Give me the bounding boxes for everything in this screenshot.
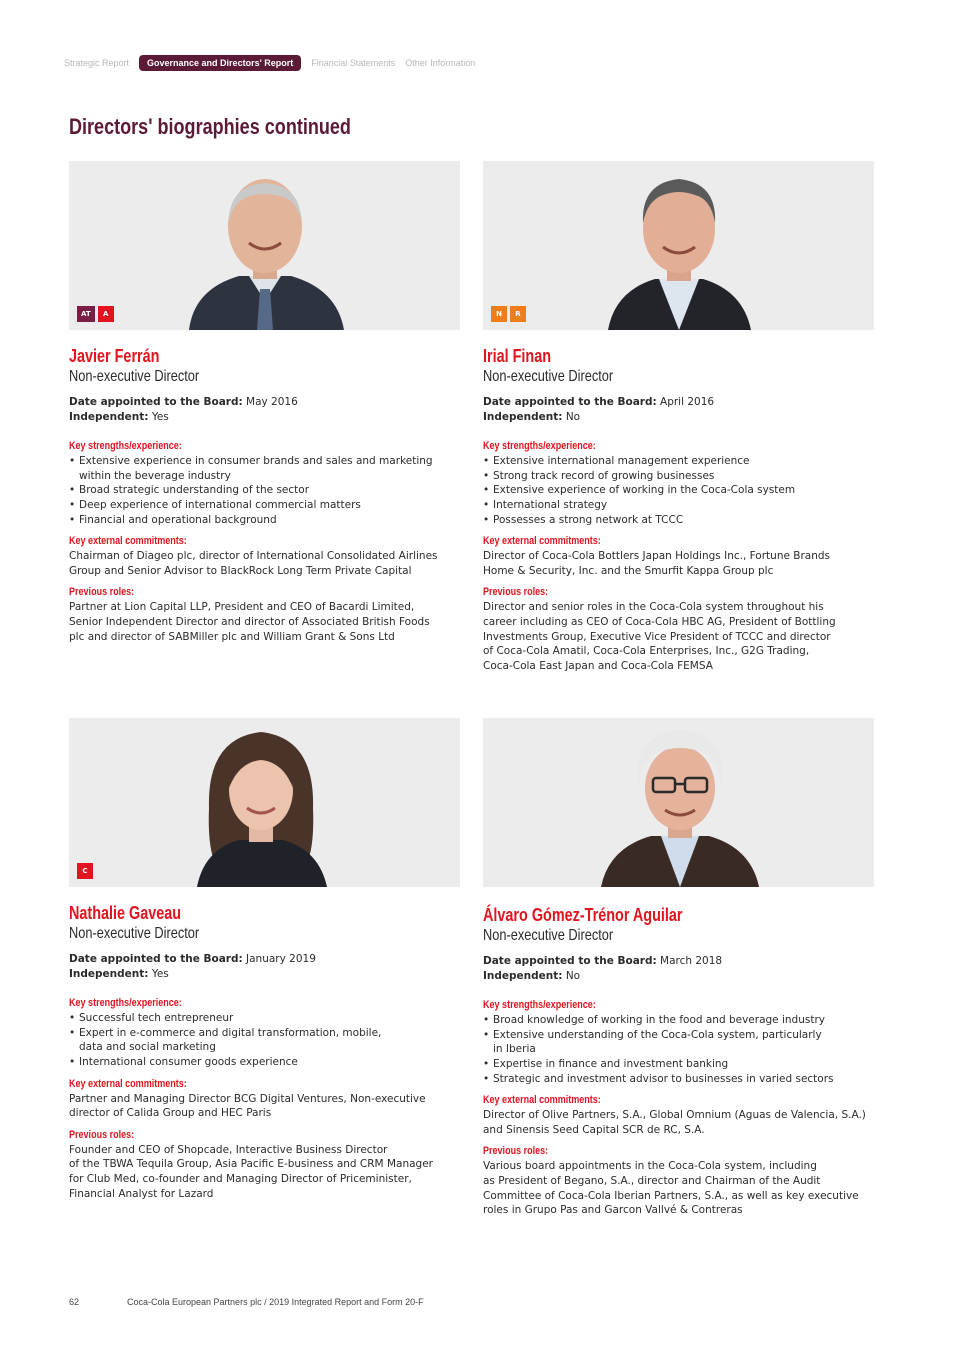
director-role: Non-executive Director — [69, 925, 200, 942]
committee-badges — [77, 306, 114, 322]
director-role: Non-executive Director — [483, 927, 614, 944]
strength-item: • Extensive understanding of the Coca-Cola system, particularly in Iberia — [483, 1028, 874, 1057]
appointed-label: Date appointed to the Board: — [483, 396, 657, 408]
appointed-value: March 2018 — [660, 955, 723, 967]
independent-label: Independent: — [69, 967, 149, 980]
independent-label: Independent: — [483, 410, 563, 423]
strength-item: • Broad strategic understanding of the sector — [69, 483, 460, 498]
commitments-text: Partner and Managing Director BCG Digital Ventures, Non-executive director of Calida Group and HEC Paris — [69, 1092, 426, 1120]
strength-item: • Broad knowledge of working in the food and beverage industry — [483, 1013, 874, 1028]
committee-badge: C — [77, 863, 93, 879]
commitments-text: Chairman of Diageo plc, director of International Consolidated Airlines Group and Senior Advisor to BlackRock Long Term Private Capital — [69, 550, 438, 577]
independent-value: Yes — [151, 967, 169, 980]
appointed-line — [69, 395, 460, 410]
previous-roles-heading: Previous roles: — [483, 1145, 549, 1158]
independent-line — [69, 410, 460, 425]
appointed-line — [69, 952, 460, 967]
director-photo — [69, 161, 460, 330]
portrait-illustration — [483, 161, 874, 330]
director-card — [483, 161, 874, 673]
appointed-value: May 2016 — [246, 396, 298, 408]
nav-tab-governance[interactable]: Governance and Directors' Report — [139, 55, 301, 71]
strength-item: • Strategic and investment advisor to businesses in varied sectors — [483, 1072, 874, 1087]
commitments-heading: Key external commitments: — [483, 1094, 601, 1107]
strength-item: • Strong track record of growing businesses — [483, 469, 874, 484]
independent-line — [69, 967, 460, 982]
commitments-text: Director of Coca-Cola Bottlers Japan Holdings Inc., Fortune Brands Home & Security, Inc. and the Smurfit Kappa Group plc — [483, 550, 831, 577]
independent-line — [483, 969, 874, 984]
previous-roles-heading: Previous roles: — [69, 586, 135, 599]
committee-badges — [491, 306, 526, 322]
nav-tab-strategic-report[interactable]: Strategic Report — [64, 58, 130, 68]
appointed-line — [483, 395, 874, 410]
director-name: Álvaro Gómez-Trénor Aguilar — [483, 905, 683, 925]
strength-item: • Successful tech entrepreneur — [69, 1011, 460, 1026]
appointed-line — [483, 954, 874, 969]
director-name: Irial Finan — [483, 346, 552, 366]
committee-badge: R — [510, 306, 526, 322]
committee-badge: A — [98, 306, 114, 322]
appointed-label: Date appointed to the Board: — [69, 396, 243, 408]
commitments-heading: Key external commitments: — [483, 535, 601, 548]
strengths-list — [483, 454, 874, 527]
director-name: Javier Ferrán — [69, 346, 160, 366]
strength-item: • Extensive experience of working in the Coca-Cola system — [483, 483, 874, 498]
strength-item: • Deep experience of international commercial matters — [69, 498, 460, 513]
committee-badge: N — [491, 306, 507, 322]
strength-item: • International consumer goods experience — [69, 1055, 460, 1070]
director-photo — [69, 718, 460, 887]
independent-label: Independent: — [69, 410, 149, 423]
director-card — [69, 718, 460, 1201]
nav-tab-other-information[interactable]: Other Information — [405, 58, 476, 68]
page-title: Directors' biographies continued — [69, 114, 351, 139]
independent-value: No — [565, 410, 581, 423]
portrait-illustration — [69, 718, 460, 887]
director-role: Non-executive Director — [69, 368, 200, 385]
strength-item: • Expertise in finance and investment banking — [483, 1057, 874, 1072]
strengths-list — [69, 454, 460, 527]
strengths-list — [69, 1011, 460, 1069]
portrait-illustration — [483, 718, 874, 887]
footer-text: Coca-Cola European Partners plc / 2019 Integrated Report and Form 20-F — [127, 1297, 424, 1307]
committee-badges — [77, 863, 93, 879]
strengths-heading: Key strengths/experience: — [69, 997, 182, 1010]
nav-tab-financial-statements[interactable]: Financial Statements — [311, 58, 396, 68]
previous-roles-heading: Previous roles: — [69, 1128, 135, 1141]
commitments-text: Director of Olive Partners, S.A., Global Omnium (Aguas de Valencia, S.A.) and Sinensis Seed Capital SCR de RC, S.A. — [483, 1109, 866, 1136]
commitments-heading: Key external commitments: — [69, 1077, 187, 1090]
strengths-heading: Key strengths/experience: — [69, 440, 182, 453]
appointed-value: April 2016 — [660, 396, 715, 408]
appointed-value: January 2019 — [246, 953, 316, 965]
independent-label: Independent: — [483, 969, 563, 982]
strength-item: • Extensive international management experience — [483, 454, 874, 469]
page-footer — [69, 1297, 424, 1307]
previous-roles-heading: Previous roles: — [483, 586, 549, 599]
independent-value: Yes — [151, 410, 169, 423]
strengths-heading: Key strengths/experience: — [483, 440, 596, 453]
director-photo — [483, 718, 874, 887]
page-number: 62 — [69, 1297, 80, 1307]
previous-roles-text: Director and senior roles in the Coca-Cola system throughout his career including as CEO of Coca-Cola HBC AG, President of Bottling Investments Group, Executive Vice President of TCCC and director of Coca-Cola Amatil, Coca-Cola Enterprises, Inc., G2G Trading, Coca-Cola East Japan and Coca-Cola FEMSA — [483, 601, 836, 672]
strength-item: • Expert in e-commerce and digital transformation, mobile, data and social marketing — [69, 1026, 460, 1055]
strength-item: • International strategy — [483, 498, 874, 513]
appointed-label: Date appointed to the Board: — [69, 953, 243, 965]
previous-roles-text: Various board appointments in the Coca-Cola system, including as President of Begano, S.A., director and Chairman of the Audit Committee of Coca-Cola Iberian Partners, S.A., as well as key executive roles in Grupo Pas and Garcon Vallvé & Contreras — [483, 1160, 859, 1217]
previous-roles-text: Partner at Lion Capital LLP, President and CEO of Bacardi Limited, Senior Independent Director and director of Associated British Foods plc and director of SABMiller plc and William Grant & Sons Ltd — [69, 601, 430, 643]
strengths-heading: Key strengths/experience: — [483, 999, 596, 1012]
director-card — [69, 161, 460, 644]
appointed-label: Date appointed to the Board: — [483, 955, 657, 967]
section-nav — [64, 55, 485, 71]
committee-badge: AT — [77, 306, 95, 322]
strengths-list — [483, 1013, 874, 1086]
director-role: Non-executive Director — [483, 368, 614, 385]
previous-roles-text: Founder and CEO of Shopcade, Interactive Business Director of the TBWA Tequila Group, Asia Pacific E-business and CRM Manager for Club Med, co-founder and Managing Director of Priceminister, Financial Analyst for Lazard — [69, 1143, 433, 1200]
portrait-illustration — [69, 161, 460, 330]
director-name: Nathalie Gaveau — [69, 903, 182, 923]
independent-line — [483, 410, 874, 425]
strength-item: • Financial and operational background — [69, 513, 460, 528]
strength-item: • Possesses a strong network at TCCC — [483, 513, 874, 528]
director-card — [483, 718, 874, 1218]
director-photo — [483, 161, 874, 330]
commitments-heading: Key external commitments: — [69, 535, 187, 548]
independent-value: No — [565, 969, 581, 982]
strength-item: • Extensive experience in consumer brands and sales and marketing within the beverage industry — [69, 454, 460, 483]
